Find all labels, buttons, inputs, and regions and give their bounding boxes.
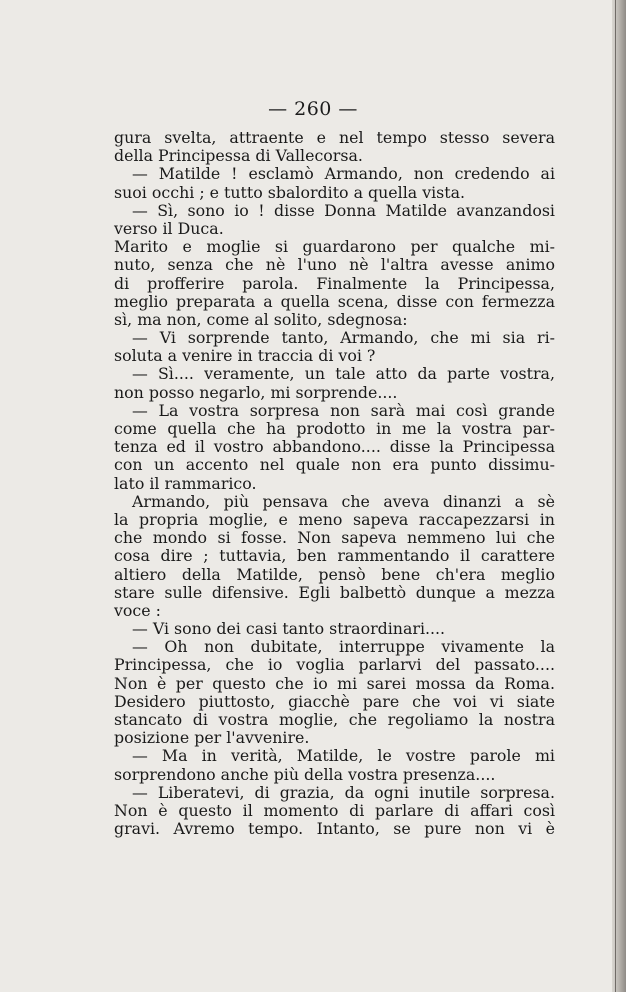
text-line: sorprendono anche più della vostra presenza.... bbox=[114, 764, 496, 784]
text-line: che mondo si fosse. Non sapeva nemmeno lui che bbox=[114, 528, 555, 548]
text-line: Principessa, che io voglia parlarvi del passato.... bbox=[114, 655, 555, 675]
text-line: di profferire parola. Finalmente la Principessa, bbox=[114, 273, 555, 293]
text-line: — Oh non dubitate, interruppe vivamente la bbox=[132, 637, 555, 657]
text-line: altiero della Matilde, pensò bene ch'era meglio bbox=[114, 564, 555, 584]
text-line: nuto, senza che nè l'uno nè l'altra avesse animo bbox=[114, 255, 555, 275]
text-line: Non è per questo che io mi sarei mossa da Roma. bbox=[114, 673, 555, 693]
text-line: come quella che ha prodotto in me la vostra par- bbox=[114, 419, 555, 438]
text-line: lato il rammarico. bbox=[114, 473, 257, 493]
text-line: non posso negarlo, mi sorprende.... bbox=[114, 382, 398, 402]
text-line: Marito e moglie si guardarono per qualche mi- bbox=[114, 237, 555, 257]
text-line: Non è questo il momento di parlare di affari così bbox=[114, 800, 555, 820]
text-line: Desidero piuttosto, giacchè pare che voi vi siate bbox=[114, 691, 555, 711]
text-line: — Ma in verità, Matilde, le vostre parole mi bbox=[132, 746, 555, 766]
text-line: tenza ed il vostro abbandono.... disse la Principessa bbox=[114, 437, 555, 457]
text-line: cosa dire ; tuttavia, ben rammentando il carattere bbox=[114, 546, 555, 566]
text-line: — Vi sono dei casi tanto straordinari.... bbox=[132, 619, 446, 639]
text-line: soluta a venire in traccia di voi ? bbox=[114, 346, 376, 366]
text-line: — La vostra sorpresa non sarà mai così grande bbox=[132, 400, 555, 420]
page-number: — 260 — bbox=[268, 98, 358, 120]
text-line: — Sì.... veramente, un tale atto da parte vostra, bbox=[132, 364, 555, 384]
text-line: — Sì, sono io ! disse Donna Matilde avanzandosi bbox=[132, 200, 555, 220]
text-line: stare sulle difensive. Egli balbettò dunque a mezza bbox=[114, 582, 555, 602]
page-edge-line bbox=[615, 0, 616, 992]
text-line: meglio preparata a quella scena, disse con fermezza bbox=[114, 291, 555, 311]
text-line: voce : bbox=[114, 600, 161, 620]
text-line: con un accento nel quale non era punto dissimu- bbox=[114, 455, 555, 475]
text-line: gravi. Avremo tempo. Intanto, se pure non vi è bbox=[114, 819, 555, 839]
text-line: posizione per l'avvenire. bbox=[114, 728, 310, 748]
text-line: — Vi sorprende tanto, Armando, che mi sia ri- bbox=[132, 328, 555, 348]
text-line: verso il Duca. bbox=[114, 218, 224, 238]
text-line: Armando, più pensava che aveva dinanzi a sè bbox=[132, 491, 555, 511]
body-text bbox=[114, 129, 555, 838]
text-line: gura svelta, attraente e nel tempo stesso severa bbox=[114, 128, 555, 147]
text-line: — Liberatevi, di grazia, da ogni inutile sorpresa. bbox=[132, 782, 555, 802]
text-line: stancato di vostra moglie, che regoliamo la nostra bbox=[114, 710, 555, 729]
text-line: suoi occhi ; e tutto sbalordito a quella vista. bbox=[114, 182, 466, 202]
text-line: sì, ma non, come al solito, sdegnosa: bbox=[114, 309, 408, 329]
text-line: — Matilde ! esclamò Armando, non credendo ai bbox=[132, 164, 555, 184]
text-line: della Principessa di Vallecorsa. bbox=[114, 146, 363, 166]
text-line: la propria moglie, e meno sapeva raccapezzarsi in bbox=[114, 509, 555, 529]
